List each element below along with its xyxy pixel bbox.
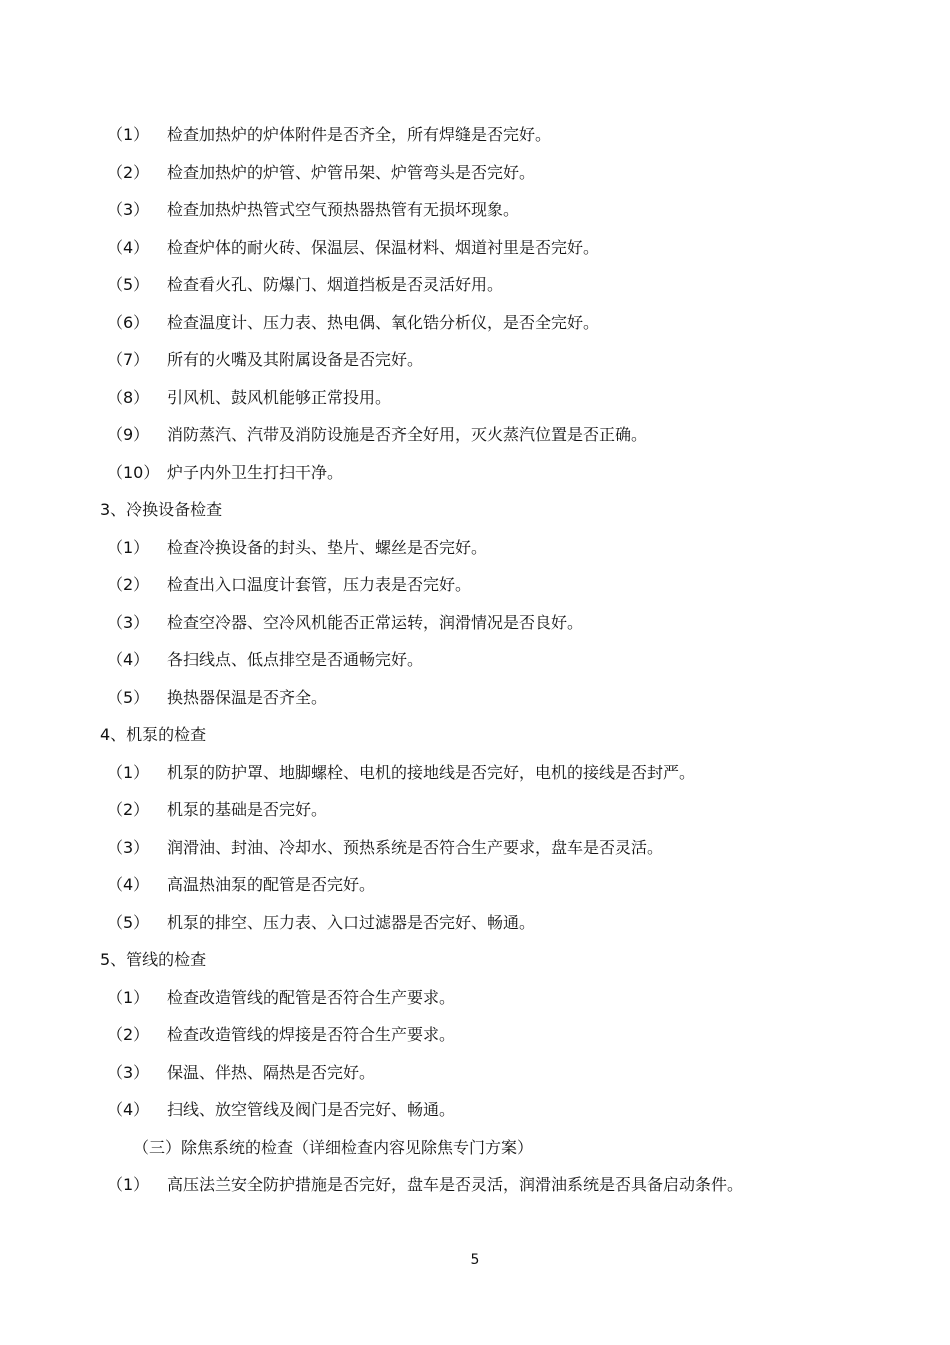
item-text: 高压法兰安全防护措施是否完好，盘车是否灵活，润滑油系统是否具备启动条件。 xyxy=(167,1175,744,1194)
heading-text: 5、管线的检查 xyxy=(100,950,207,969)
item-text: 保温、伴热、隔热是否完好。 xyxy=(167,1063,376,1082)
item-number: （3） xyxy=(107,200,150,219)
heading-text: 3、冷换设备检查 xyxy=(100,500,223,519)
item-number: （9） xyxy=(107,425,150,444)
item-text: 检查温度计、压力表、热电偶、氧化锆分析仪，是否全完好。 xyxy=(167,313,600,332)
item-text: 消防蒸汽、汽带及消防设施是否齐全好用，灭火蒸汽位置是否正确。 xyxy=(167,425,648,444)
item-number: （2） xyxy=(107,1025,150,1044)
item-number: （4） xyxy=(107,875,150,894)
item-text: 换热器保温是否齐全。 xyxy=(167,688,328,707)
item-number: （5） xyxy=(107,275,150,294)
item-number: （4） xyxy=(107,650,150,669)
item-text: 机泵的排空、压力表、入口过滤器是否完好、畅通。 xyxy=(167,913,536,932)
item-number: （1） xyxy=(107,988,150,1007)
item-text: 检查加热炉的炉管、炉管吊架、炉管弯头是否完好。 xyxy=(167,163,536,182)
item-text: 炉子内外卫生打扫干净。 xyxy=(167,463,344,482)
heading-text: 4、机泵的检查 xyxy=(100,725,207,744)
item-number: （8） xyxy=(107,388,150,407)
item-text: 检查看火孔、防爆门、烟道挡板是否灵活好用。 xyxy=(167,275,504,294)
item-text: 高温热油泵的配管是否完好。 xyxy=(167,875,376,894)
item-text: 检查冷换设备的封头、垫片、螺丝是否完好。 xyxy=(167,538,488,557)
item-number: （3） xyxy=(107,1063,150,1082)
item-text: 检查加热炉热管式空气预热器热管有无损坏现象。 xyxy=(167,200,520,219)
item-number: （3） xyxy=(107,838,150,857)
item-text: 检查加热炉的炉体附件是否齐全，所有焊缝是否完好。 xyxy=(167,125,552,144)
item-text: 检查空冷器、空冷风机能否正常运转，润滑情况是否良好。 xyxy=(167,613,584,632)
item-number: （2） xyxy=(107,800,150,819)
item-number: （6） xyxy=(107,313,150,332)
item-number: （7） xyxy=(107,350,150,369)
item-number: （1） xyxy=(107,538,150,557)
item-text: 各扫线点、低点排空是否通畅完好。 xyxy=(167,650,424,669)
item-text: 机泵的基础是否完好。 xyxy=(167,800,328,819)
item-number: （2） xyxy=(107,575,150,594)
item-number: （1） xyxy=(107,763,150,782)
item-number: （4） xyxy=(107,1100,150,1119)
item-number: （1） xyxy=(107,1175,150,1194)
item-text: 机泵的防护罩、地脚螺栓、电机的接地线是否完好，电机的接线是否封严。 xyxy=(167,763,696,782)
item-text: 检查出入口温度计套管，压力表是否完好。 xyxy=(167,575,472,594)
item-text: 检查改造管线的焊接是否符合生产要求。 xyxy=(167,1025,456,1044)
item-number: （5） xyxy=(107,688,150,707)
heading-text: （三）除焦系统的检查（详细检查内容见除焦专门方案） xyxy=(133,1138,534,1157)
item-text: 所有的火嘴及其附属设备是否完好。 xyxy=(167,350,424,369)
item-text: 引风机、鼓风机能够正常投用。 xyxy=(167,388,392,407)
item-number: （1） xyxy=(107,125,150,144)
item-text: 检查炉体的耐火砖、保温层、保温材料、烟道衬里是否完好。 xyxy=(167,238,600,257)
page-number: 5 xyxy=(470,1252,480,1268)
item-number: （3） xyxy=(107,613,150,632)
item-number: （2） xyxy=(107,163,150,182)
item-number: （5） xyxy=(107,913,150,932)
item-text: 检查改造管线的配管是否符合生产要求。 xyxy=(167,988,456,1007)
item-text: 扫线、放空管线及阀门是否完好、畅通。 xyxy=(167,1100,456,1119)
item-number: （10） xyxy=(107,463,160,482)
item-number: （4） xyxy=(107,238,150,257)
item-text: 润滑油、封油、冷却水、预热系统是否符合生产要求，盘车是否灵活。 xyxy=(167,838,664,857)
